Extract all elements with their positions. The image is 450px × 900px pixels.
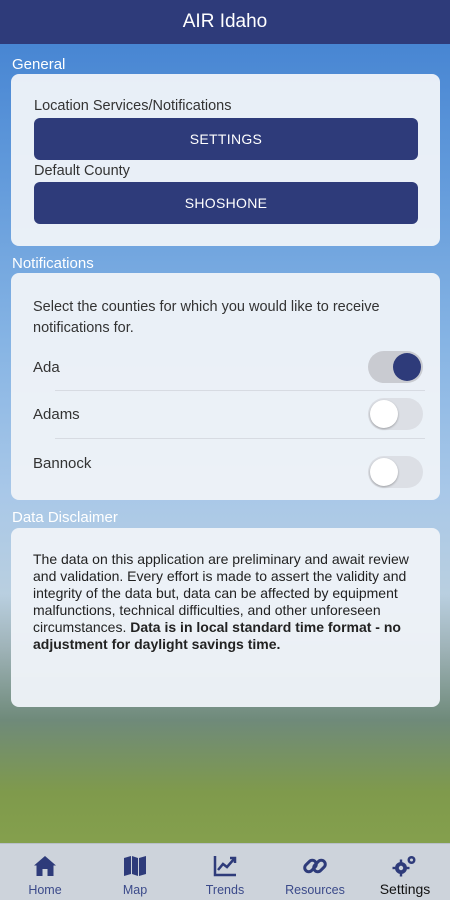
- default-county-button[interactable]: SHOSHONE: [34, 182, 418, 224]
- settings-button[interactable]: SETTINGS: [34, 118, 418, 160]
- disclaimer-body: The data on this application are preliminary and await review and validation. Every effort is made to assert the validity and integrity of the data but, data can be affected by equipment malfunctions, technical difficulties, and other unforeseen circumstances.: [33, 551, 409, 635]
- county-row-adams: [33, 391, 423, 437]
- notification-toggle-adams[interactable]: [368, 398, 423, 430]
- notifications-intro: Select the counties for which you would like to receive notifications for.: [33, 299, 380, 336]
- section-label-disclaimer: Data Disclaimer: [12, 509, 118, 526]
- toggle-knob: [393, 353, 421, 381]
- county-name: Ada: [33, 358, 60, 376]
- tab-map[interactable]: [90, 844, 180, 900]
- county-row-bannock: [33, 440, 423, 486]
- app-title: AIR Idaho: [182, 11, 268, 32]
- section-label-notifications: Notifications: [12, 255, 94, 272]
- toggle-knob: [370, 400, 398, 428]
- tab-resources[interactable]: [270, 844, 360, 900]
- trends-icon: [212, 853, 238, 879]
- tab-label: Trends: [205, 883, 245, 897]
- tab-label: Settings: [379, 881, 431, 897]
- disclaimer-text: [33, 551, 425, 653]
- tab-label: Home: [28, 883, 62, 897]
- row-divider: [55, 438, 425, 439]
- notification-toggle-bannock[interactable]: [368, 456, 423, 488]
- county-name: Adams: [33, 405, 80, 423]
- county-name: Bannock: [33, 454, 92, 472]
- general-card: [11, 74, 440, 246]
- tab-label: Map: [122, 883, 148, 897]
- disclaimer-card: [11, 528, 440, 707]
- location-services-label: Location Services/Notifications: [34, 98, 232, 114]
- home-icon: [32, 853, 58, 879]
- tab-home[interactable]: [0, 844, 90, 900]
- toggle-knob: [370, 458, 398, 486]
- tab-trends[interactable]: [180, 844, 270, 900]
- county-row-ada: [33, 344, 423, 390]
- bottom-tab-bar: [0, 843, 450, 900]
- map-icon: [122, 853, 148, 879]
- tab-settings[interactable]: [360, 844, 450, 900]
- gears-icon: [392, 853, 418, 879]
- notifications-card: [11, 273, 440, 500]
- default-county-label: Default County: [34, 163, 130, 179]
- disclaimer-bold-note: Data is in local standard time format - no adjustment for daylight savings time.: [33, 619, 401, 652]
- section-label-general: General: [12, 56, 66, 73]
- notification-toggle-ada[interactable]: [368, 351, 423, 383]
- tab-label: Resources: [285, 883, 345, 897]
- link-icon: [302, 853, 328, 879]
- app-header: [0, 0, 450, 44]
